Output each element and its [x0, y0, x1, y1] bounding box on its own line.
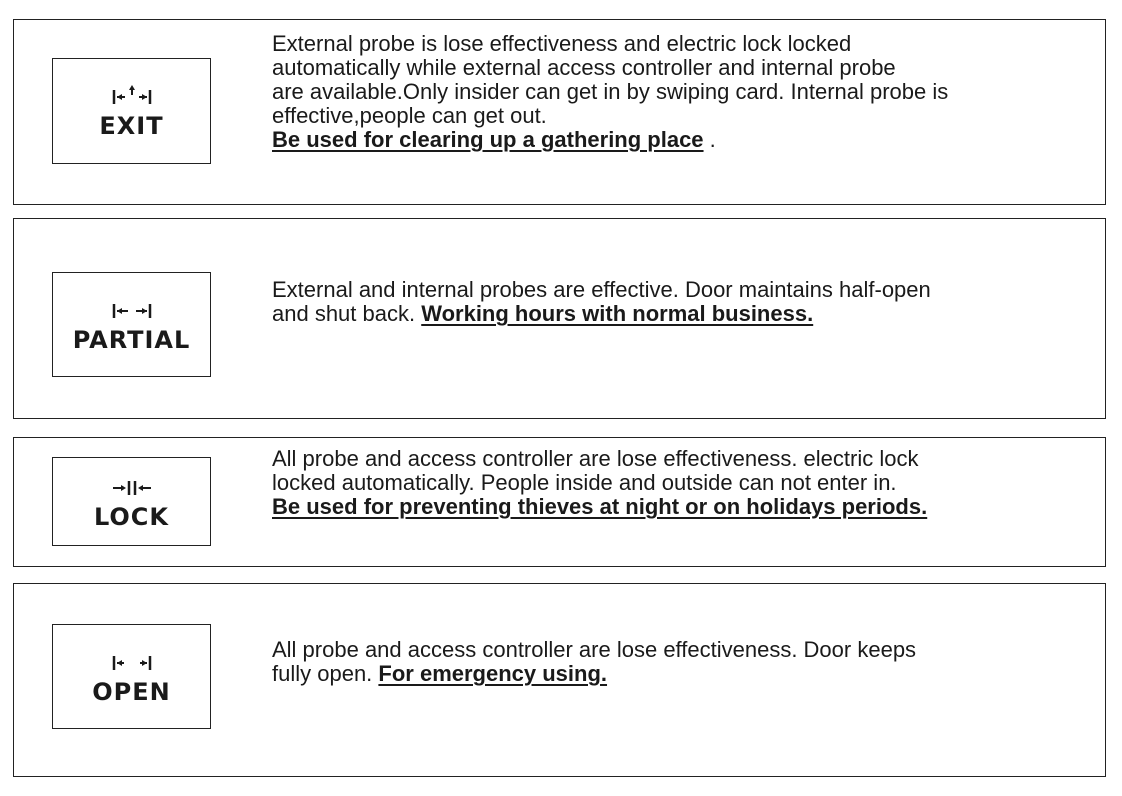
exit-mode-button[interactable] [52, 58, 211, 164]
exit-usage-text: Be used for clearing up a gathering place [272, 127, 704, 152]
partial-usage-text: Working hours with normal business. [421, 301, 814, 326]
exit-usage-suffix: . [703, 127, 716, 152]
lock-arrows-icon [110, 475, 154, 497]
exit-usage-line [272, 127, 716, 152]
lock-usage-text: Be used for preventing thieves at night or on holidays periods. [272, 494, 928, 519]
exit-description-text: External probe is lose effectiveness and electric lock locked automatically while external access controller and internal probe are available.Only insider can get in by swiping card. Internal probe is effective,people can get out. [272, 31, 949, 128]
open-description-text: All probe and access controller are lose effectiveness. Door keeps fully open. [272, 637, 917, 686]
partial-description-text: External and internal probes are effective. Door maintains half-open and shut back. [272, 277, 931, 326]
exit-mode-description [272, 32, 1103, 152]
open-mode-button[interactable] [52, 624, 211, 729]
partial-mode-button[interactable] [52, 272, 211, 377]
exit-mode-label: EXIT [99, 112, 164, 140]
mode-panel-lock [13, 437, 1106, 567]
mode-panel-partial [13, 218, 1106, 419]
open-usage-text: For emergency using. [378, 661, 608, 686]
mode-panel-exit [13, 19, 1106, 205]
lock-description-text: All probe and access controller are lose effectiveness. electric lock locked automatically. People inside and outside can not enter in. [272, 446, 919, 495]
lock-mode-label: LOCK [93, 502, 170, 531]
lock-mode-description [272, 447, 1103, 519]
partial-mode-label: PARTIAL [72, 325, 191, 354]
partial-arrows-icon [110, 298, 154, 320]
partial-mode-description [272, 278, 1103, 326]
mode-panel-open [13, 583, 1106, 777]
open-arrows-icon [110, 650, 154, 672]
open-mode-description [272, 638, 1103, 686]
open-mode-label: OPEN [92, 677, 171, 706]
exit-arrows-icon [110, 84, 154, 106]
lock-mode-button[interactable] [52, 457, 211, 546]
